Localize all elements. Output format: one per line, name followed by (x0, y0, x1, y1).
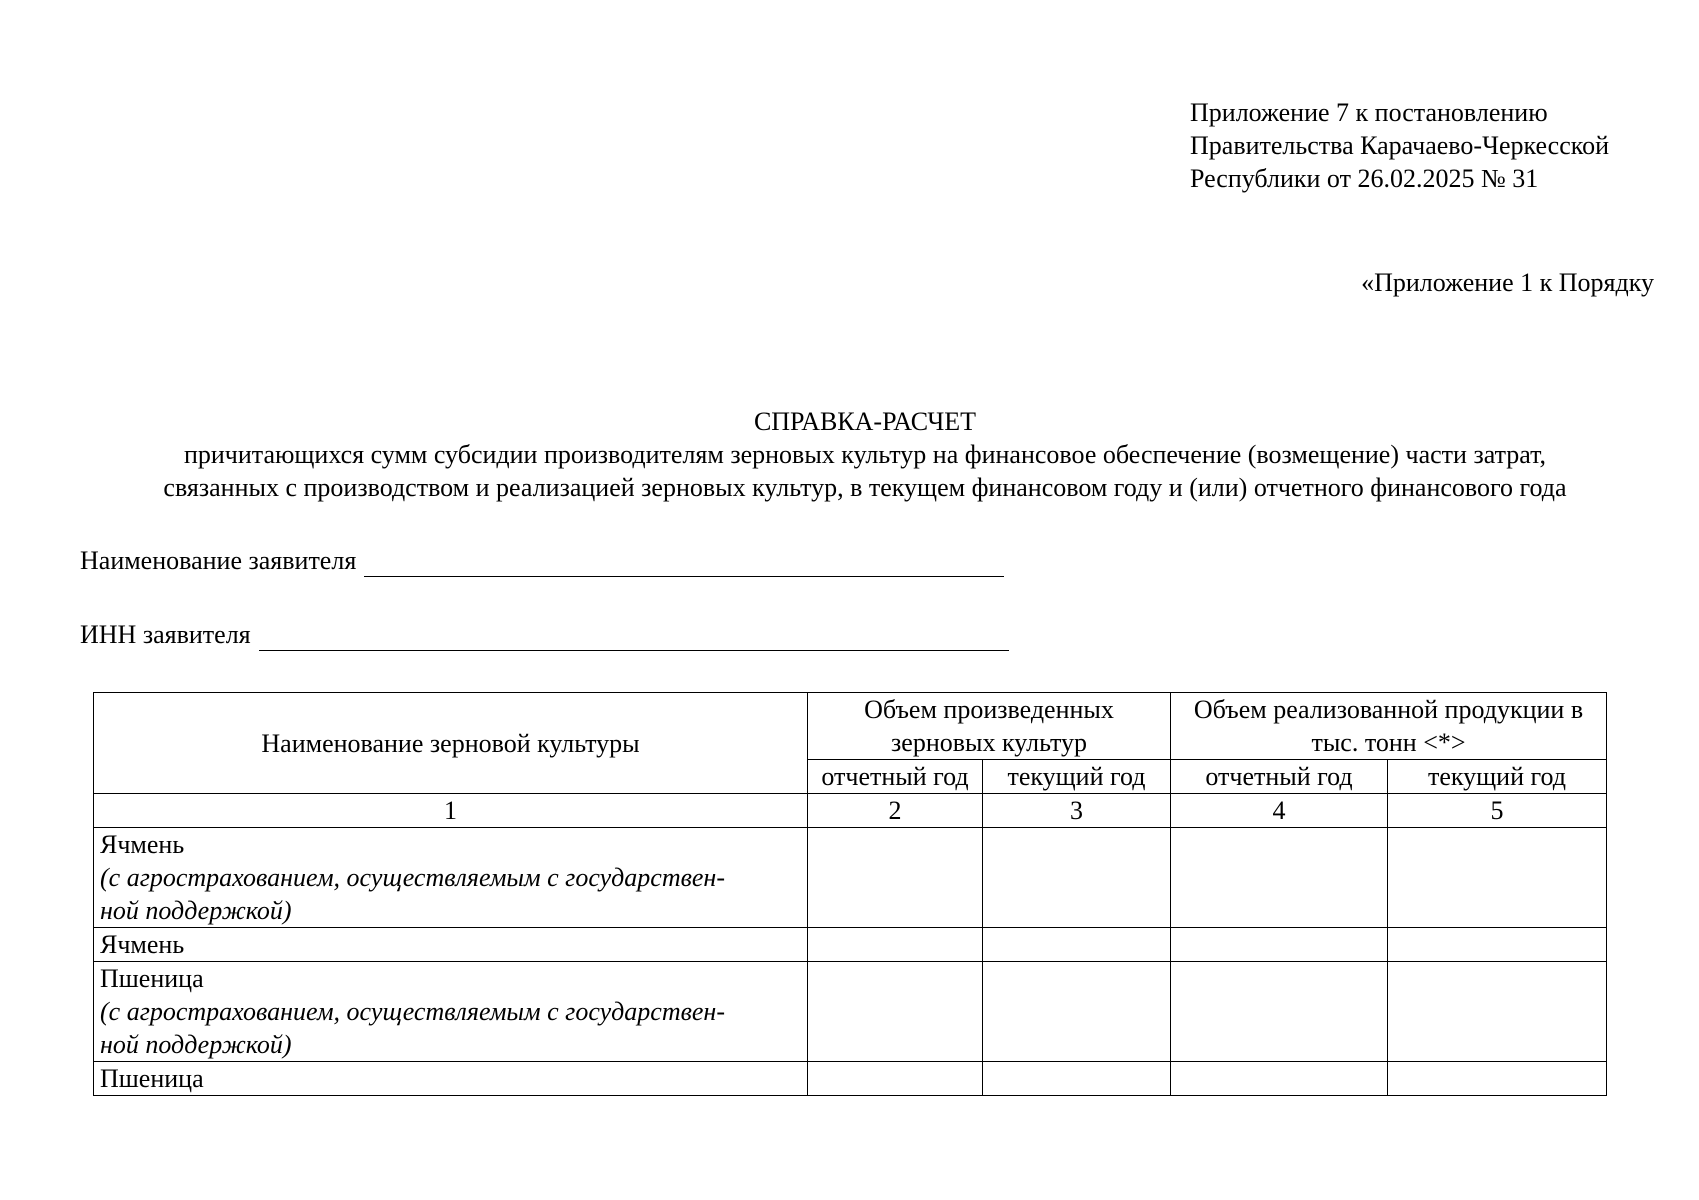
annex-line-1: Приложение 7 к постановлению (1190, 98, 1548, 127)
value-cell[interactable] (1388, 828, 1607, 928)
document-title (0, 405, 1699, 504)
annex-to-order: «Приложение 1 к Порядку (1361, 268, 1654, 297)
crop-note-line-1: (с агрострахованием, осуществляемым с государствен- (100, 997, 725, 1026)
applicant-inn-field (80, 618, 1009, 651)
value-cell[interactable] (808, 1062, 983, 1096)
table-row (94, 962, 1607, 1062)
value-cell[interactable] (1388, 962, 1607, 1062)
value-cell[interactable] (808, 928, 983, 962)
annex-reference (1190, 96, 1609, 195)
value-cell[interactable] (1171, 928, 1388, 962)
value-cell[interactable] (983, 828, 1171, 928)
applicant-name-blank-line[interactable] (364, 550, 1004, 577)
header-sold-line-2: тыс. тонн <*> (1311, 728, 1466, 757)
value-cell[interactable] (983, 928, 1171, 962)
column-number-row (94, 794, 1607, 828)
column-number: 1 (94, 794, 808, 828)
title-line-2: связанных с производством и реализацией зерновых культур, в текущем финансовом году и (или) отчетного финансового года (163, 473, 1567, 502)
annex-line-2: Правительства Карачаево-Черкесской (1190, 131, 1609, 160)
column-number: 4 (1171, 794, 1388, 828)
value-cell[interactable] (808, 828, 983, 928)
applicant-inn-blank-line[interactable] (259, 624, 1009, 651)
crop-note-line-2: ной поддержкой) (100, 896, 292, 925)
column-number: 2 (808, 794, 983, 828)
column-number: 3 (983, 794, 1171, 828)
header-sold-line-1: Объем реализованной продукции в (1193, 695, 1584, 724)
applicant-name-label: Наименование заявителя (80, 546, 357, 575)
header-produced-line-1: Объем произведенных (864, 695, 1114, 724)
crop-name: Ячмень (100, 830, 185, 859)
header-crop-name: Наименование зерновой культуры (94, 693, 808, 794)
title-line-1: причитающихся сумм субсидии производителям зерновых культур на финансовое обеспечение (возмещение) части затрат, (183, 440, 1547, 469)
crop-name-cell (94, 928, 808, 962)
header-produced-line-2: зерновых культур (891, 728, 1087, 757)
header-produced-volume (808, 693, 1171, 760)
subheader-sold-reporting-year: отчетный год (1171, 760, 1388, 794)
value-cell[interactable] (983, 962, 1171, 1062)
crop-name: Пшеница (100, 964, 204, 993)
crop-name-cell (94, 1062, 808, 1096)
crop-note-line-2: ной поддержкой) (100, 1030, 292, 1059)
table-row (94, 828, 1607, 928)
subheader-produced-reporting-year: отчетный год (808, 760, 983, 794)
annex-line-3: Республики от 26.02.2025 № 31 (1190, 164, 1539, 193)
table-row (94, 928, 1607, 962)
calculation-table (93, 692, 1607, 1096)
value-cell[interactable] (983, 1062, 1171, 1096)
value-cell[interactable] (1388, 928, 1607, 962)
header-sold-volume (1171, 693, 1607, 760)
column-number: 5 (1388, 794, 1607, 828)
crop-name-cell (94, 962, 808, 1062)
value-cell[interactable] (1171, 1062, 1388, 1096)
crop-name-cell (94, 828, 808, 928)
table-row (94, 1062, 1607, 1096)
subheader-produced-current-year: текущий год (983, 760, 1171, 794)
crop-name: Ячмень (100, 930, 185, 959)
crop-note-line-1: (с агрострахованием, осуществляемым с государствен- (100, 863, 725, 892)
title-heading: СПРАВКА-РАСЧЕТ (753, 407, 977, 436)
value-cell[interactable] (808, 962, 983, 1062)
subheader-sold-current-year: текущий год (1388, 760, 1607, 794)
value-cell[interactable] (1171, 962, 1388, 1062)
applicant-name-field (80, 544, 1004, 577)
value-cell[interactable] (1388, 1062, 1607, 1096)
value-cell[interactable] (1171, 828, 1388, 928)
crop-name: Пшеница (100, 1064, 204, 1093)
applicant-inn-label: ИНН заявителя (80, 620, 251, 649)
